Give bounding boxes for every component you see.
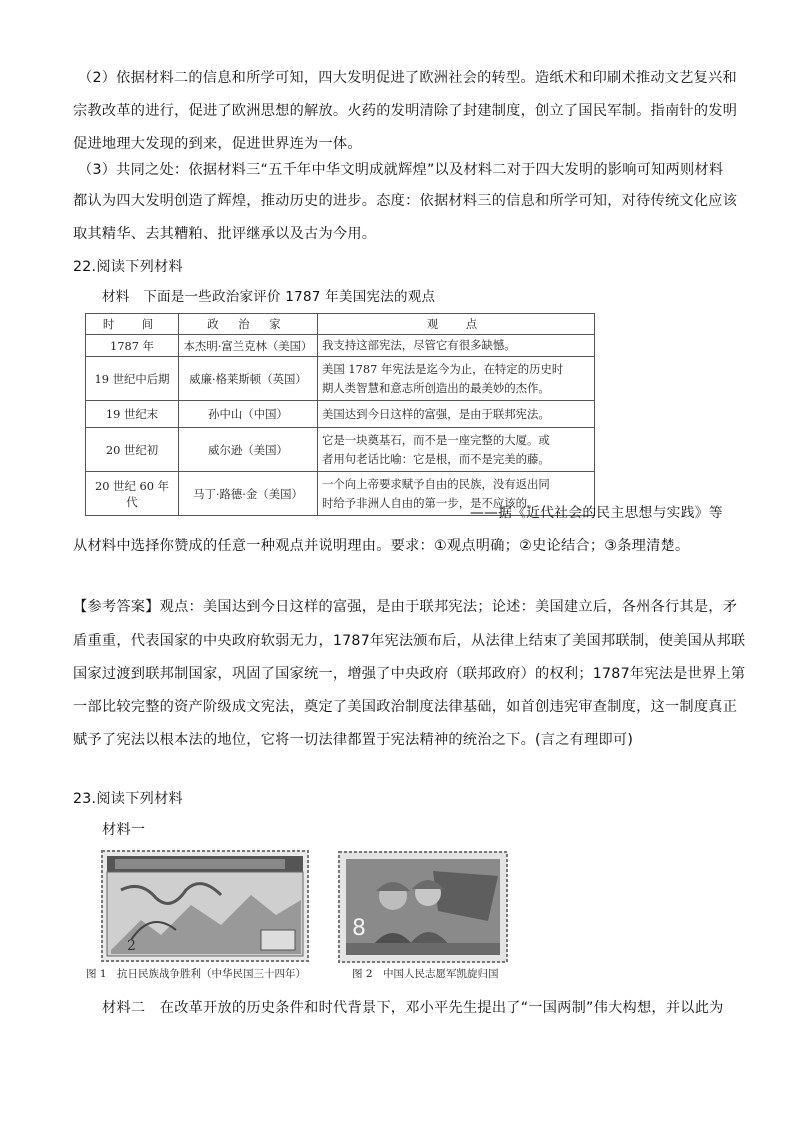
table-row: [86, 335, 595, 357]
p3-line-3: 取其精华、去其糟粕、批评继承以及古为今用。: [73, 226, 377, 242]
p2-line-2: 宗教改革的进行，促进了欧洲思想的解放。火药的发明清除了封建制度，创立了国民军制。指南针的发明: [73, 103, 738, 119]
row-person: 本杰明·富兰克林（美国）: [179, 335, 318, 357]
table-header-view: 观 点: [318, 314, 595, 335]
row-view-line: 美国达到今日这样的富强，是由于联邦宪法。: [322, 406, 550, 421]
table-row: [86, 401, 595, 428]
row-person: 威廉·格莱斯顿（英国）: [179, 357, 318, 401]
row-time: 19 世纪末: [86, 401, 179, 428]
q22-material-intro: 材料 下面是一些政治家评价 1787 年美国宪法的观点: [102, 289, 436, 305]
q23-material1-label: 材料一: [102, 822, 146, 838]
q22-answer-line-4: 一部比较完整的资产阶级成文宪法，奠定了美国政治制度法律基础，如首创违宪审查制度，这一制度真正: [73, 699, 738, 715]
row-view-line: 期人类智慧和意志所创造出的最美妙的杰作。: [322, 380, 550, 395]
q22-question: 从材料中选择你赞成的任意一种观点并说明理由。要求：①观点明确；②史论结合；③条理清楚。: [73, 538, 690, 554]
q22-answer-line-1: [73, 597, 737, 617]
row-time: 1787 年: [86, 335, 179, 357]
table-header-time: 时 间: [86, 314, 179, 335]
row-view: [318, 357, 595, 401]
row-view-line: 一个向上帝要求赋予自由的民族，没有返出同: [322, 476, 550, 491]
stamp-volunteers-image: [338, 851, 508, 963]
q22-source: ——据《近代社会的民主思想与实践》等: [470, 505, 723, 521]
row-view-line: 美国 1787 年宪法是迄今为止，在特定的历史时: [322, 361, 564, 376]
row-view-line: 时给予非洲人自由的第一步，是不应该的。: [322, 495, 539, 510]
stamp-victory-illustration: [101, 850, 309, 962]
p2-line-1: （2）依据材料二的信息和所学可知，四大发明促进了欧洲社会的转型。造纸术和印刷术推动文艺复兴和: [78, 70, 737, 86]
answer-label: 【参考答案】: [73, 599, 160, 615]
stamp-volunteers-illustration: [338, 851, 508, 963]
table-row: [86, 428, 595, 472]
fig1-caption: 图 1 抗日民族战争胜利（中华民国三十四年）: [86, 968, 307, 980]
row-person: 孙中山（中国）: [179, 401, 318, 428]
svg-text:2: 2: [127, 938, 136, 954]
table-row: [86, 357, 595, 401]
stamp-victory-image: [101, 850, 309, 962]
table-header-person: 政 治 家: [179, 314, 318, 335]
row-view: [318, 428, 595, 472]
stamp-2-value: 8: [352, 916, 366, 941]
p3-line-2: 都认为四大发明创造了辉煌，推动历史的进步。态度：依据材料三的信息和所学可知，对待传统文化应该: [73, 193, 738, 209]
q22-answer-line-5: 赋予了宪法以根本法的地位，它将一切法律都置于宪法精神的统治之下。(言之有理即可): [73, 732, 634, 748]
row-person: 马丁·路德·金（美国）: [179, 472, 318, 516]
q23-title: 23.阅读下列材料: [73, 791, 183, 807]
row-time: 20 世纪初: [86, 428, 179, 472]
row-time: 19 世纪中后期: [86, 357, 179, 401]
row-person: 威尔逊（美国）: [179, 428, 318, 472]
row-view-line: 它是一块奠基石，而不是一座完整的大厦。或: [322, 432, 550, 447]
q22-title: 22.阅读下列材料: [73, 259, 183, 275]
q23-material2-line: 材料二 在改革开放的历史条件和时代背景下，邓小平先生提出了“一国两制”伟大构想，并以此为: [102, 1000, 724, 1016]
answer-text: 观点：美国达到今日这样的富强，是由于联邦宪法；论述：美国建立后，各州各行其是，矛: [159, 599, 738, 615]
fig2-caption: 图 2 中国人民志愿军凯旋归国: [352, 968, 499, 980]
row-view: [318, 335, 595, 357]
p2-line-3: 促进地理大发现的到来，促进世界连为一体。: [73, 136, 362, 152]
p3-line-1: （3）共同之处：依据材料三“五千年中华文明成就辉煌”以及材料二对于四大发明的影响可知两则材料: [78, 162, 724, 178]
row-time: 20 世纪 60 年代: [86, 472, 179, 516]
q22-answer-line-3: 国家过渡到联邦制国家，巩固了国家统一，增强了中央政府（联邦政府）的权利；1787年宪法是世界上第: [73, 666, 746, 682]
row-view-line: 我支持这部宪法，尽管它有很多缺憾。: [322, 338, 516, 352]
q22-answer-line-2: 盾重重，代表国家的中央政府软弱无力，1787年宪法颁布后，从法律上结束了美国邦联制，使美国从邦联: [73, 633, 746, 649]
q22-table: [85, 313, 595, 516]
row-view-line: 者用句老话比喻：它是根，而不是完美的藤。: [322, 451, 550, 466]
row-view: [318, 401, 595, 428]
